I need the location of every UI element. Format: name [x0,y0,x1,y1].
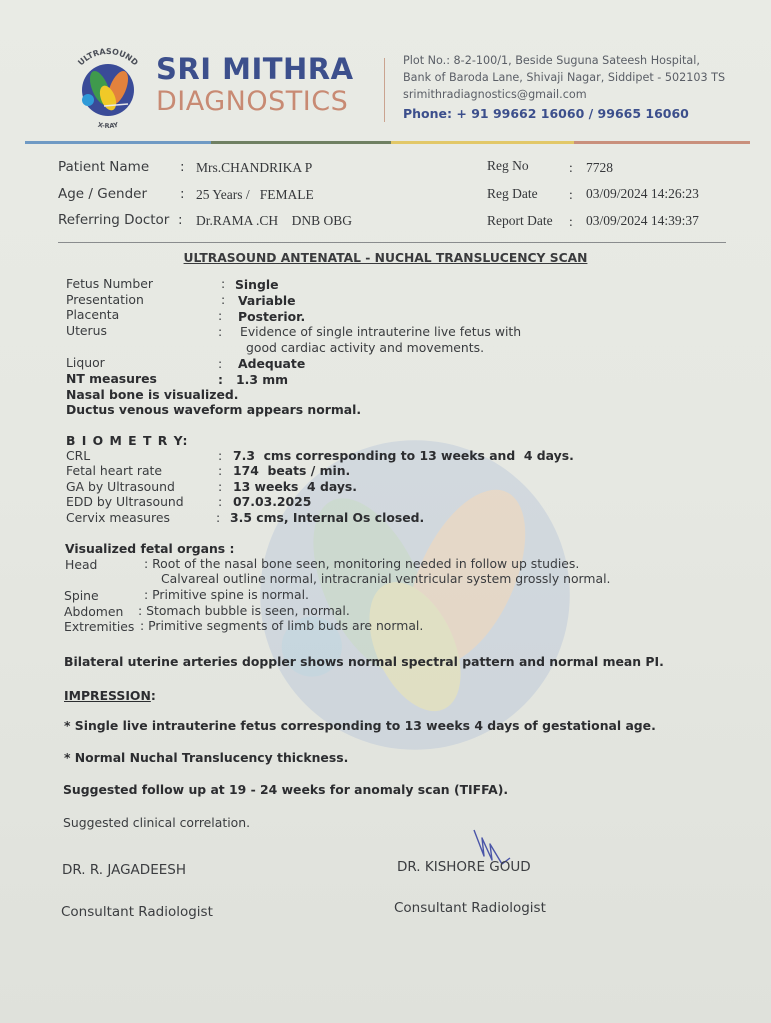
finding-value: Posterior. [238,309,306,324]
age-gender-value: 25 Years / FEMALE [196,187,314,202]
separator: : [218,494,223,509]
radiologist-name: DR. R. JAGADEESH [62,862,186,878]
organ-label: Abdomen [64,604,124,619]
logo-ring-xray: X-RAY [97,120,119,131]
radiologist-title: Consultant Radiologist [61,904,213,920]
clinical-correlation-note: Suggested clinical correlation. [63,815,251,830]
address-line-1: Plot No.: 8-2-100/1, Beside Suguna Sateesh Hospital, [403,54,700,67]
separator: : [221,292,226,307]
finding-value: 1.3 mm [236,372,289,387]
biometry-value: 13 weeks 4 days. [233,479,357,494]
address-line-2: Bank of Baroda Lane, Shivaji Nagar, Siddipet - 502103 TS [403,71,726,84]
referring-doctor-value: Dr.RAMA .CH DNB OBG [196,213,353,228]
finding-value: Single [235,277,279,292]
color-bar-red [574,141,750,144]
separator: : [569,187,573,202]
reg-no-value: 7728 [586,160,613,175]
organ-value: : Stomach bubble is seen, normal. [138,603,350,618]
color-bar-blue [25,141,211,144]
organ-label: Head [65,557,98,572]
biometry-value: 7.3 cms corresponding to 13 weeks and 4 days. [233,448,574,463]
reg-date-label: Reg Date [487,186,538,201]
doppler-note: Bilateral uterine arteries doppler shows normal spectral pattern and normal mean PI. [64,654,664,669]
impression-heading-row [64,688,156,703]
finding-label: Placenta [66,307,120,322]
separator: : [180,186,185,202]
organ-label: Spine [64,588,99,603]
report-title-text: ULTRASOUND ANTENATAL - NUCHAL TRANSLUCENCY SCAN [183,251,588,265]
radiologist-title: Consultant Radiologist [394,900,546,916]
finding-label: Fetus Number [66,276,153,291]
finding-label: Presentation [66,292,144,307]
biometry-value: 07.03.2025 [233,494,312,509]
organ-value: : Primitive spine is normal. [144,587,309,602]
finding-value-continued: good cardiac activity and movements. [246,340,485,355]
separator: : [218,463,223,478]
biometry-label: CRL [66,448,91,463]
report-date-label: Report Date [487,213,553,228]
biometry-label: EDD by Ultrasound [66,494,184,509]
biometry-value: 3.5 cms, Internal Os closed. [230,510,425,525]
separator: : [216,510,221,525]
separator: : [218,356,223,371]
finding-value: Evidence of single intrauterine live fetus with [240,324,522,339]
brand-subtitle: DIAGNOSTICS [156,86,349,117]
separator: : [178,212,183,228]
phone-number: Phone: + 91 99662 16060 / 99665 16060 [403,106,689,121]
report-date-value: 03/09/2024 14:39:37 [586,213,699,228]
biometry-label: Fetal heart rate [66,463,163,478]
finding-label: Uterus [66,323,107,338]
brand-name: SRI MITHRA [156,52,354,86]
ductus-note: Ductus venous waveform appears normal. [66,402,362,417]
impression-colon: : [150,688,156,703]
separator: : [218,308,223,323]
impression-item: * Normal Nuchal Translucency thickness. [64,750,349,765]
biometry-value: 174 beats / min. [233,463,351,478]
separator: : [218,372,223,387]
biometry-label: Cervix measures [66,510,170,525]
organs-heading: Visualized fetal organs : [65,541,235,556]
separator: : [569,160,573,175]
nasal-bone-note: Nasal bone is visualized. [66,387,239,402]
separator: : [221,276,226,291]
header-divider [384,58,385,122]
impression-item: * Single live intrauterine fetus corresponding to 13 weeks 4 days of gestational age. [64,718,656,733]
color-bar-yellow [391,141,574,144]
reg-no-label: Reg No [487,158,529,173]
organ-label: Extremities [64,619,135,634]
email-address: srimithradiagnostics@gmail.com [403,88,587,101]
svg-text:X-RAY [97,121,119,130]
divider-line [58,242,726,243]
biometry-label: GA by Ultrasound [66,479,175,494]
biometry-heading: B I O M E T R Y: [66,433,189,448]
organ-value-continued: Calvareal outline normal, intracranial ventricular system grossly normal. [161,571,611,586]
finding-value: Variable [238,293,296,308]
follow-up-note: Suggested follow up at 19 - 24 weeks for anomaly scan (TIFFA). [63,782,509,797]
color-bar-green [211,141,391,144]
separator: : [218,448,223,463]
age-gender-label: Age / Gender [58,186,147,202]
organ-value: : Root of the nasal bone seen, monitoring needed in follow up studies. [144,556,580,571]
reg-date-value: 03/09/2024 14:26:23 [586,186,699,201]
radiologist-name: DR. KISHORE GOUD [397,859,531,875]
logo-ring-ultrasound: ULTRASOUND [76,46,140,68]
diagnostics-logo [58,38,158,138]
finding-value: Adequate [238,356,306,371]
separator: : [218,324,223,339]
finding-label: NT measures [66,371,157,386]
separator: : [180,159,185,175]
referring-doctor-label: Referring Doctor [58,212,170,228]
patient-name-value: Mrs.CHANDRIKA P [196,160,313,175]
impression-heading: IMPRESSION [64,688,151,703]
organ-value: : Primitive segments of limb buds are normal. [140,618,424,633]
patient-name-label: Patient Name [58,159,150,175]
finding-label: Liquor [66,355,105,370]
report-title [0,247,771,266]
separator: : [218,479,223,494]
separator: : [569,214,573,229]
